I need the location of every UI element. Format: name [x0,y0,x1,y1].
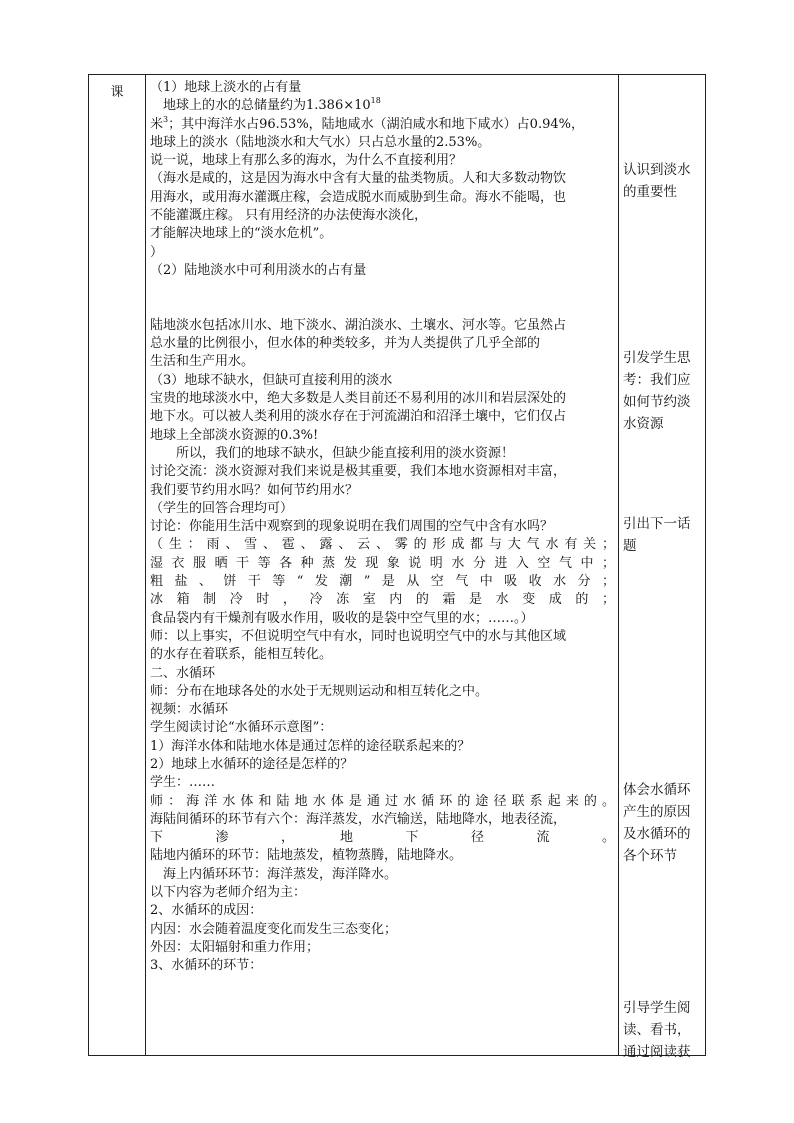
text-run: 3、水循环的环节： [150,958,263,974]
text-line [150,939,615,957]
text-run: 下 渗 ， 地 下 径 流 。 [150,830,615,846]
text-run: （2）陆地淡水中可利用淡水的占有量 [150,262,367,278]
text-run: 讨论：你能用生活中观察到的现象说明在我们周围的空气中含有水吗？ [150,519,554,535]
text-run: 粗盐、饼干等“发潮”是从空气中吸收水分； [150,574,615,590]
text-line [150,134,615,152]
text-run: 用海水，或用海水灌溉庄稼，会造成脱水而威胁到生命。海水不能喝，也 [150,189,567,205]
note-line: 各个环节 [623,848,677,864]
text-run: 冰箱制冷时，冷冻室内的霜是水变成的； [150,592,615,608]
superscript: 18 [370,97,381,106]
text-run: 以下内容为老师介绍为主： [150,885,307,901]
text-line [150,189,615,207]
text-line [150,463,615,481]
text-run: （1）地球上淡水的占有量 [150,80,302,95]
text-line [150,866,615,884]
text-run: 食品袋内有干燥剂有吸水作用，吸收的是袋中空气里的水；……。） [150,610,534,626]
text-line [150,79,615,97]
text-run: （3）地球不缺水，但缺可直接利用的淡水 [150,372,393,388]
text-line [150,500,615,518]
text-run: 不能灌溉庄稼。 只有用经济的办法使海水淡化， [150,208,428,224]
text-line [150,829,615,847]
teaching-note [623,779,705,867]
section-label: 课 [110,85,124,100]
lesson-content [150,79,615,976]
text-run: 米 [150,116,164,132]
superscript: 3 [163,115,169,124]
note-line: 及水循环的 [623,826,691,842]
text-run: 陆地内循环的环节：陆地蒸发，植物蒸腾，陆地降水。 [150,848,463,864]
text-line [150,811,615,829]
lesson-table [88,74,706,1060]
text-line [150,482,615,500]
note-line: 题 [623,538,637,554]
teaching-note [623,997,705,1063]
text-run: 说一说，地球上有那么多的海水，为什么不直接利用？ [150,153,463,169]
note-line: 通过阅读获 [623,1044,691,1060]
text-run: 陆地淡水包括冰川水、地下淡水、湖泊淡水、土壤水、河水等。它虽然占 [150,317,567,333]
note-line: 认识到淡水 [623,162,691,178]
note-line: 如何节约淡 [623,394,691,410]
text-line [150,170,615,188]
note-line: 引发学生思 [623,350,691,366]
text-line [150,317,615,335]
text-run: 所以，我们的地球不缺水，但缺少能直接利用的淡水资源！ [150,445,515,461]
text-run: 海上内循环环节：海洋蒸发，海洋降水。 [150,866,398,882]
text-line [150,738,615,756]
text-line [150,225,615,243]
text-run: 的水存在着联系，能相互转化。 [150,647,333,663]
text-run: 总水量的比例很小，但水体的种类较多，并为人类提供了几乎全部的 [150,336,541,352]
text-run: 二、水循环 [150,665,216,681]
blank-line [150,299,615,317]
text-line [150,665,615,683]
text-line [150,573,615,591]
text-run: 我们要节约用水吗？如何节约用水？ [150,482,359,498]
text-line [150,262,615,280]
teaching-note [623,513,705,557]
note-line: 读、看书， [623,1022,691,1038]
note-line: 体会水循环 [623,782,691,798]
text-run: 学生：…… [150,775,216,791]
text-run: 2、水循环的成因： [150,903,263,919]
text-line [150,884,615,902]
blank-line [150,280,615,298]
text-run: 地下水。可以被人类利用的淡水存在于河流湖泊和沼泽土壤中，它们仅占 [150,409,567,425]
text-line [150,793,615,811]
text-run: ） [150,244,164,260]
text-run: （学生的回答合理均可） [150,500,294,516]
text-run: 师：分布在地球各处的水处于无规则运动和相互转化之中。 [150,683,489,699]
note-line: 水资源 [623,416,664,432]
text-line [150,902,615,920]
text-line [150,408,615,426]
text-run: 湿衣服晒干等各种蒸发现象说明水分进入空气中； [150,555,615,571]
text-run: 宝贵的地球淡水中，绝大多数是人类目前还不易利用的冰川和岩层深处的 [150,391,567,407]
text-run: 地球上全部淡水资源的0.3%! [150,427,319,443]
text-run: 地球上的淡水（陆地淡水和大气水）只占总水量的2.53%。 [150,134,491,150]
text-line [150,756,615,774]
text-line [150,591,615,609]
text-line [150,244,615,262]
text-run: 海陆间循环的环节有六个：海洋蒸发，水汽输送，陆地降水，地表径流， [150,811,567,827]
text-line [150,701,615,719]
text-line [150,427,615,445]
text-line [150,683,615,701]
text-line [150,610,615,628]
text-line [150,335,615,353]
note-line: 引导学生阅 [623,1000,691,1016]
text-line [150,628,615,646]
note-line: 引出下一话 [623,516,691,532]
text-line [150,957,615,975]
text-line [150,536,615,554]
text-line [150,555,615,573]
text-line [150,774,615,792]
text-run: 讨论交流：淡水资源对我们来说是极其重要，我们本地水资源相对丰富， [150,464,567,480]
text-run: 生活和生产用水。 [150,354,255,370]
text-line [150,445,615,463]
text-line [150,116,615,134]
column-divider-left [145,75,146,1055]
text-run: 2）地球上水循环的途径是怎样的？ [150,756,354,772]
text-line [150,152,615,170]
text-line [150,390,615,408]
note-line: 的重要性 [623,184,677,200]
text-line [150,353,615,371]
note-line: 产生的原因 [623,804,691,820]
column-divider-right [618,75,619,1055]
text-run: 内因：水会随着温度变化而发生三态变化； [150,921,398,937]
text-line [150,921,615,939]
text-line [150,847,615,865]
text-run: 外因：太阳辐射和重力作用； [150,939,320,955]
text-run: 学生阅读讨论“水循环示意图”： [150,720,333,736]
teaching-note [623,159,705,203]
text-run: （生：雨、雪、雹、露、云、雾的形成都与大气水有关； [150,537,615,553]
text-line [150,372,615,390]
text-run: 1）海洋水体和陆地水体是通过怎样的途径联系起来的？ [150,738,471,754]
text-line [150,646,615,664]
text-run: 师：海洋水体和陆地水体是通过水循环的途径联系起来的。 [150,793,615,809]
text-run: 视频：水循环 [150,702,229,718]
text-line [150,719,615,737]
text-line [150,207,615,225]
text-run: 才能解决地球上的“淡水危机”。 [150,226,333,242]
text-line [150,97,615,115]
text-line [150,518,615,536]
text-run: （海水是咸的，这是因为海水中含有大量的盐类物质。人和大多数动物饮 [150,171,567,187]
teaching-note [623,347,705,435]
text-run: 地球上的水的总储量约为1.386×10 [150,98,371,114]
text-run: ；其中海洋水占96.53%，陆地咸水（湖泊咸水和地下咸水）占0.94%， [168,116,584,132]
note-line: 考：我们应 [623,372,691,388]
text-run: 师：以上事实，不但说明空气中有水，同时也说明空气中的水与其他区域 [150,628,567,644]
